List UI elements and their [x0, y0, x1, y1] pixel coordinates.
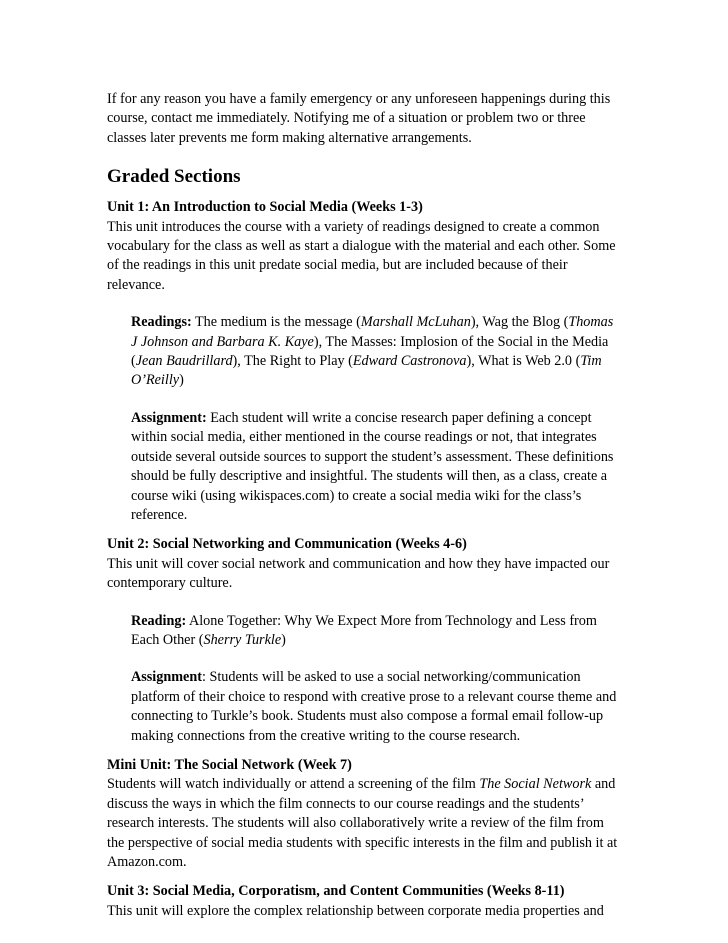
unit-1 [107, 198, 622, 525]
unit-1-description: This unit introduces the course with a variety of readings designed to create a common vocabulary for the class as well as start a dialogue with the material and each other. Some of the readings in this unit predate social media, but are included because of their relevance. [107, 218, 616, 293]
reading-author: Thomas J Johnson and Barbara K. Kaye [131, 314, 614, 350]
film-title: The Social Network [479, 776, 592, 793]
unit-2-description: This unit will cover social network and communication and how they have impacted our contemporary culture. [107, 555, 610, 592]
reading-author: Jean Baudrillard [135, 353, 233, 370]
section-heading: Graded Sections [107, 166, 241, 188]
unit-2-title: Unit 2: Social Networking and Communication (Weeks 4-6) [107, 536, 467, 553]
reading-author: Edward Castronova [352, 353, 467, 370]
document-page [107, 90, 622, 921]
reading-author: Sherry Turkle [203, 631, 282, 648]
intro-paragraph: If for any reason you have a family emergency or any unforeseen happenings during this course, contact me immediately. Notifying me of a situation or problem two or three classes later prevents me form making alternative arrangements. [107, 91, 611, 146]
reading-text: ), The Right to Play ( [232, 353, 353, 370]
mini-unit-description [107, 775, 622, 872]
readings-label: Readings: [131, 314, 192, 331]
reading-author: Tim O’Reilly [131, 353, 602, 389]
reading-text: The medium is the message ( [191, 314, 361, 331]
reading-text: ), What is Web 2.0 ( [466, 353, 581, 370]
unit-3 [107, 882, 622, 921]
reading-text: Alone Together: Why We Expect More from Technology and Less from Each Other ( [131, 612, 597, 648]
mini-unit [107, 756, 622, 872]
unit-2 [107, 535, 622, 746]
mini-unit-text: Students will watch individually or attend a screening of the film [107, 776, 480, 793]
assignment-text: Each student will write a concise research paper defining a concept within social media, either mentioned in the course readings or not, that integrates outside several outside sources to support the student’s assessment. These definitions should be fully descriptive and insightful. The students will then, as a class, create a course wiki (using wikispaces.com) to create a social media wiki for the class’s reference. [131, 409, 614, 523]
assignment-label: Assignment [131, 669, 202, 686]
reading-text: ) [179, 372, 184, 389]
assignment-label: Assignment: [131, 409, 207, 426]
assignment-text: : Students will be asked to use a social networking/communication platform of their choice to respond with creative prose to a relevant course theme and connecting to Turkle’s book. Students must also compose a formal email follow-up making connections from the creative writing to the course research. [131, 669, 617, 744]
reading-text: ), Wag the Blog ( [470, 314, 569, 331]
mini-unit-title: Mini Unit: The Social Network (Week 7) [107, 756, 352, 773]
reading-author: Marshall McLuhan [360, 314, 471, 331]
reading-text: ), The Masses: Implosion of the Social in the Media ( [131, 333, 609, 370]
unit-2-reading [131, 612, 622, 651]
mini-unit-text: and discuss the ways in which the film connects to our course readings and the students’ research interests. The students will also collaboratively write a review of the film from the perspective of social media students with specific interests in the film and publish it at Amazon.com. [107, 776, 618, 870]
unit-3-title: Unit 3: Social Media, Corporatism, and Content Communities (Weeks 8-11) [107, 883, 565, 900]
unit-1-assignment [131, 409, 622, 525]
unit-1-readings [131, 313, 622, 391]
reading-label: Reading: [131, 612, 187, 629]
unit-3-description: This unit will explore the complex relationship between corporate media properties and [107, 902, 604, 919]
unit-2-assignment [131, 668, 622, 746]
reading-text: ) [281, 631, 286, 648]
unit-1-title: Unit 1: An Introduction to Social Media (Weeks 1-3) [107, 199, 423, 216]
